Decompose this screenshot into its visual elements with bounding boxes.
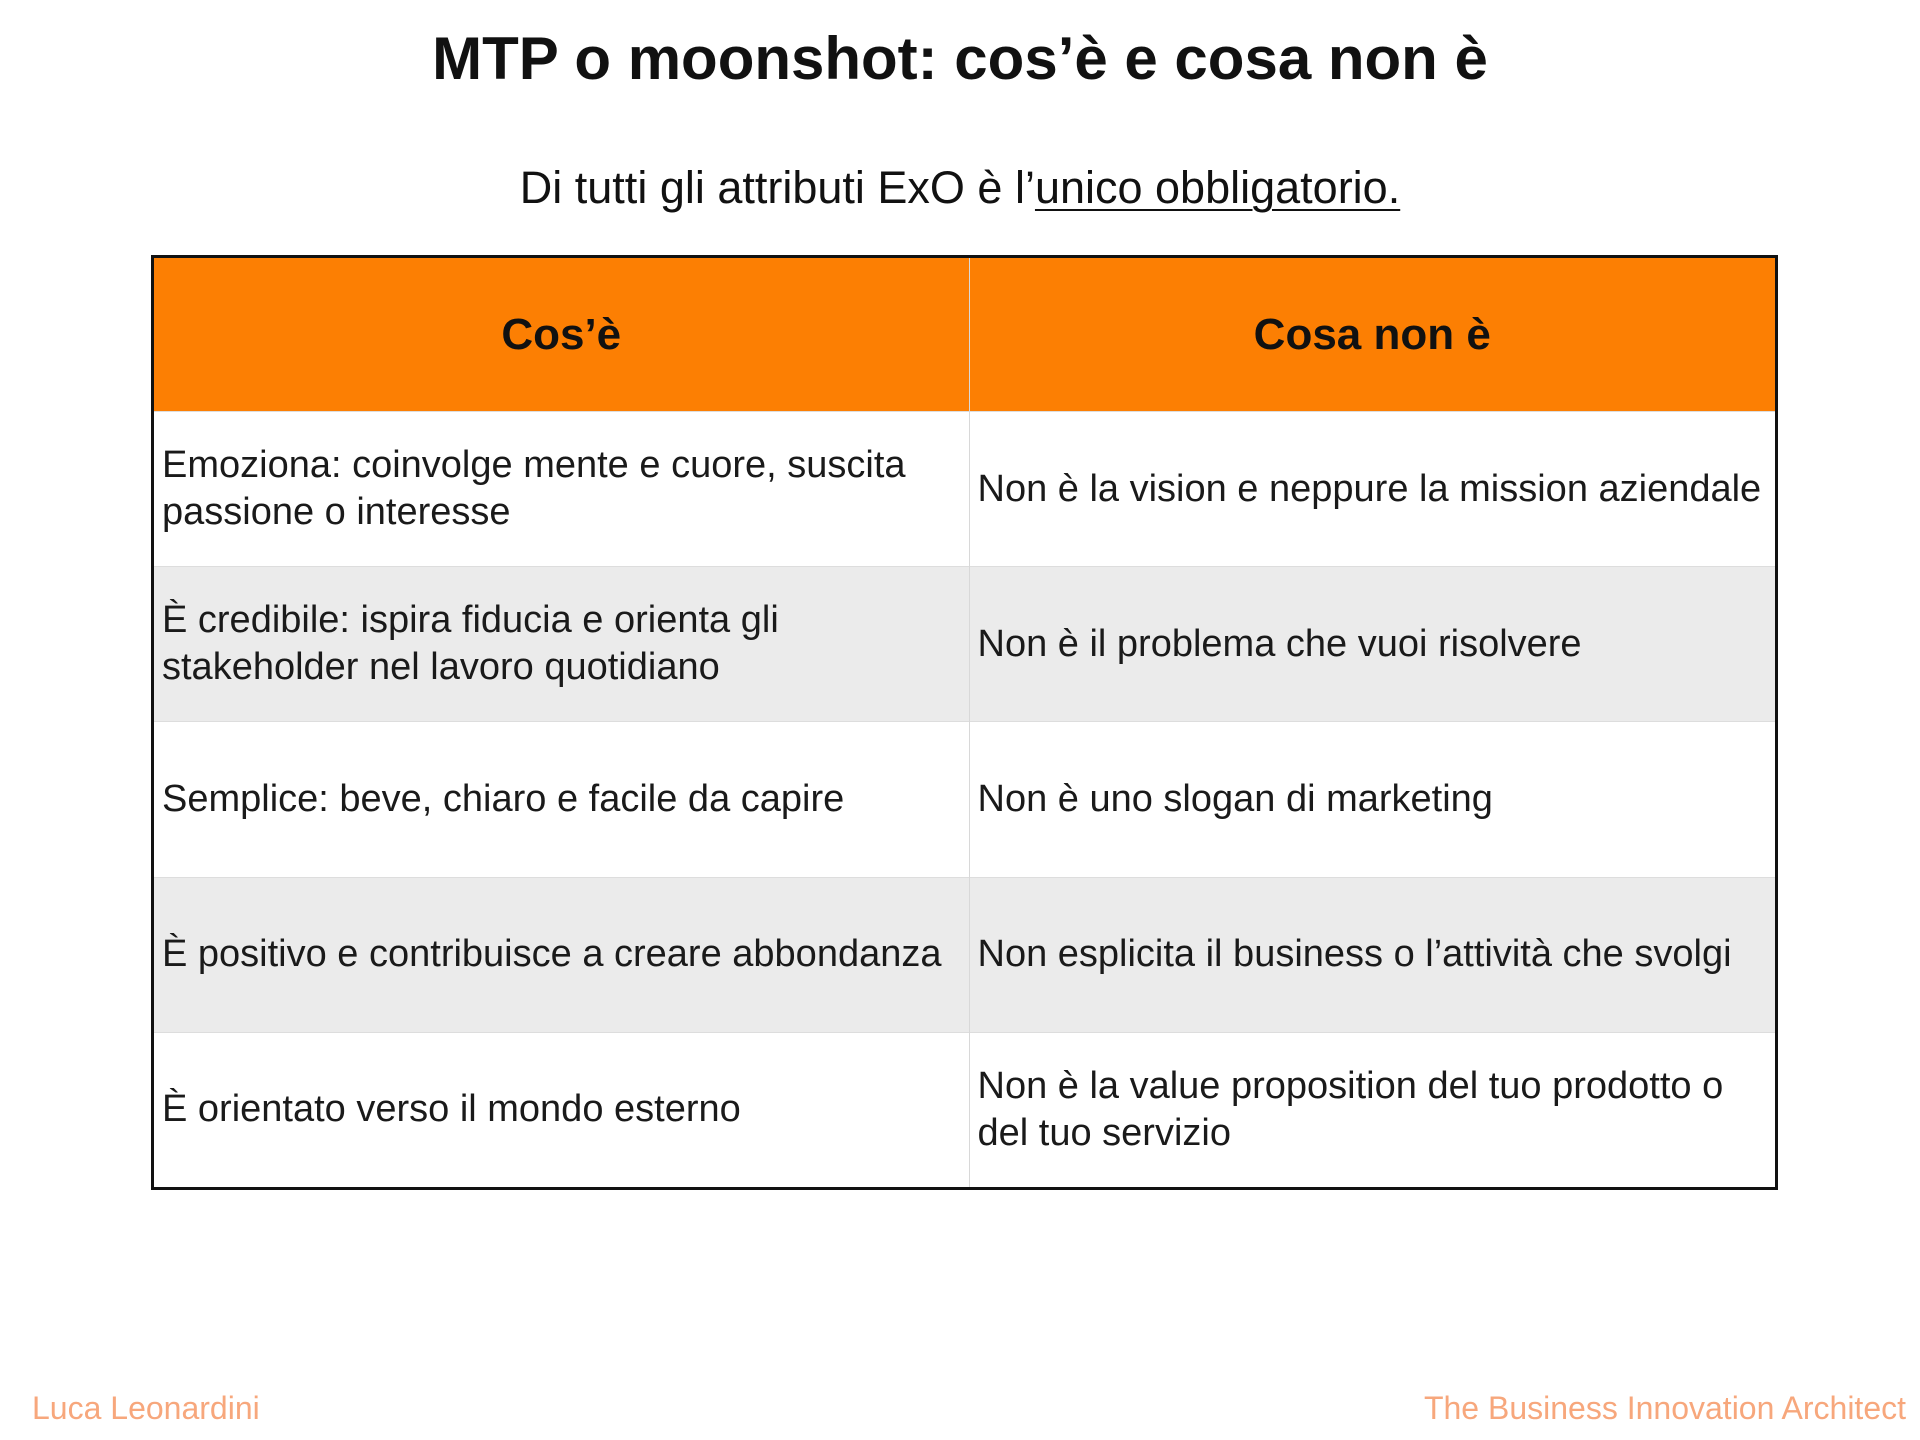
comparison-table-grid	[154, 258, 1775, 1187]
header-cosa-non-e: Cosa non è	[969, 258, 1775, 412]
slide-title: MTP o moonshot: cos’è e cosa non è	[432, 25, 1488, 92]
cell-is-not: Non esplicita il business o l’attività che svolgi	[969, 877, 1775, 1032]
table-row	[154, 877, 1775, 1032]
table-row	[154, 722, 1775, 877]
cell-is: È positivo e contribuisce a creare abbondanza	[154, 877, 969, 1032]
cell-is: Semplice: beve, chiaro e facile da capire	[154, 722, 969, 877]
cell-is-not: Non è il problema che vuoi risolvere	[969, 567, 1775, 722]
subtitle-prefix: Di tutti gli attributi ExO è l’	[519, 162, 1035, 213]
subtitle-emphasis: unico obbligatorio.	[1034, 162, 1401, 213]
table-row	[154, 412, 1775, 567]
header-cos-e: Cos’è	[154, 258, 969, 412]
comparison-table	[151, 255, 1778, 1190]
table-row	[154, 1032, 1775, 1187]
table-header-row	[154, 258, 1775, 412]
cell-is: È orientato verso il mondo esterno	[154, 1032, 969, 1187]
cell-is-not: Non è la vision e neppure la mission aziendale	[969, 412, 1775, 567]
table-row	[154, 567, 1775, 722]
cell-is-not: Non è uno slogan di marketing	[969, 722, 1775, 877]
cell-is: Emoziona: coinvolge mente e cuore, suscita passione o interesse	[154, 412, 969, 567]
slide-subtitle	[0, 158, 1920, 218]
cell-is-not: Non è la value proposition del tuo prodotto o del tuo servizio	[969, 1032, 1775, 1187]
footer-tagline: The Business Innovation Architect	[1423, 1390, 1906, 1426]
footer-author: Luca Leonardini	[32, 1390, 260, 1426]
cell-is: È credibile: ispira fiducia e orienta gli stakeholder nel lavoro quotidiano	[154, 567, 969, 722]
